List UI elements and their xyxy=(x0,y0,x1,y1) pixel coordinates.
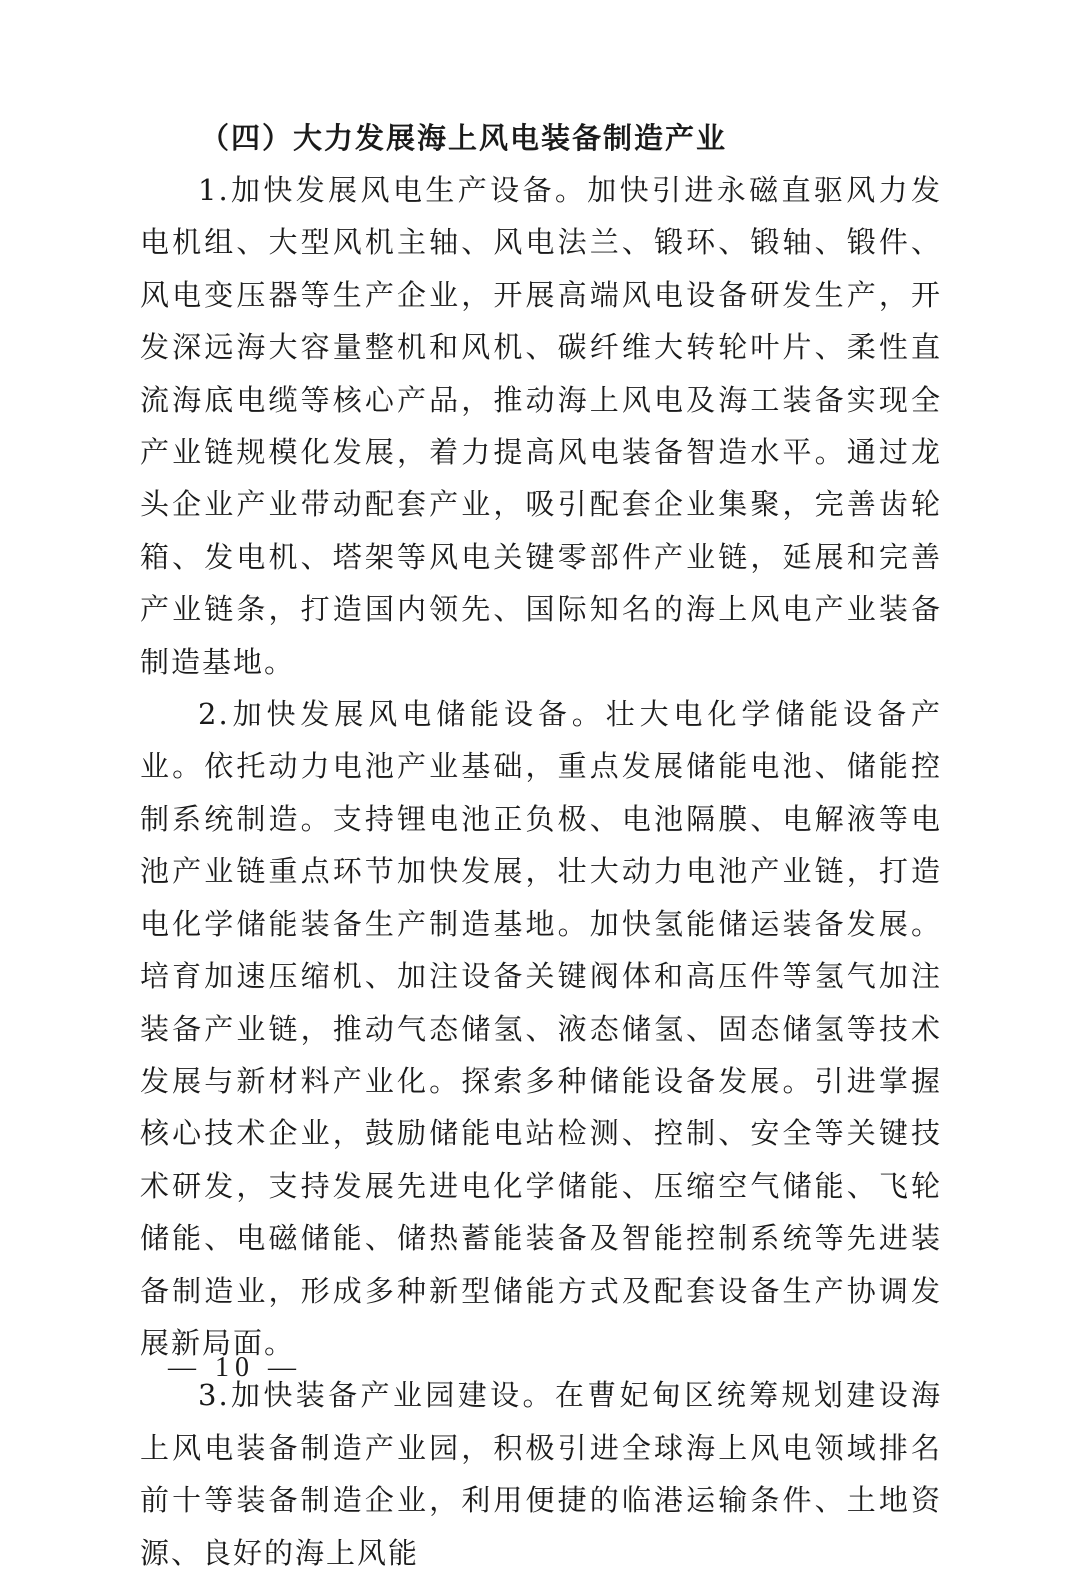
paragraph-3: 3.加快装备产业园建设。在曹妃甸区统筹规划建设海上风电装备制造产业园，积极引进全球海上风电领域排名前十等装备制造企业，利用便捷的临港运输条件、土地资源、良好的海上风能 xyxy=(140,1378,942,1570)
paragraph-2: 2.加快发展风电储能设备。壮大电化学储能设备产业。依托动力电池产业基础，重点发展储能电池、储能控制系统制造。支持锂电池正负极、电池隔膜、电解液等电池产业链重点环节加快发展，壮大动力电池产业链，打造电化学储能装备生产制造基地。加快氢能储运装备发展。培育加速压缩机、加注设备关键阀体和高压件等氢气加注装备产业链，推动气态储氢、液态储氢、固态储氢等技术发展与新材料产业化。探索多种储能设备发展。引进掌握核心技术企业，鼓励储能电站检测、控制、安全等关键技术研发，支持发展先进电化学储能、压缩空气储能、飞轮储能、电磁储能、储热蓄能装备及智能控制系统等先进装备制造业，形成多种新型储能方式及配套设备生产协调发展新局面。 xyxy=(140,697,942,1360)
page-number: — 10 — xyxy=(168,1352,302,1383)
paragraph-1: 1.加快发展风电生产设备。加快引进永磁直驱风力发电机组、大型风机主轴、风电法兰、锻环、锻轴、锻件、风电变压器等生产企业，开展高端风电设备研发生产，开发深远海大容量整机和风机、碳纤维大转轮叶片、柔性直流海底电缆等核心产品，推动海上风电及海工装备实现全产业链规模化发展，着力提高风电装备智造水平。通过龙头企业产业带动配套产业，吸引配套企业集聚，完善齿轮箱、发电机、塔架等风电关键零部件产业链，延展和完善产业链条，打造国内领先、国际知名的海上风电产业装备制造基地。 xyxy=(140,173,942,679)
section-heading: （四）大力发展海上风电装备制造产业 xyxy=(200,121,728,155)
